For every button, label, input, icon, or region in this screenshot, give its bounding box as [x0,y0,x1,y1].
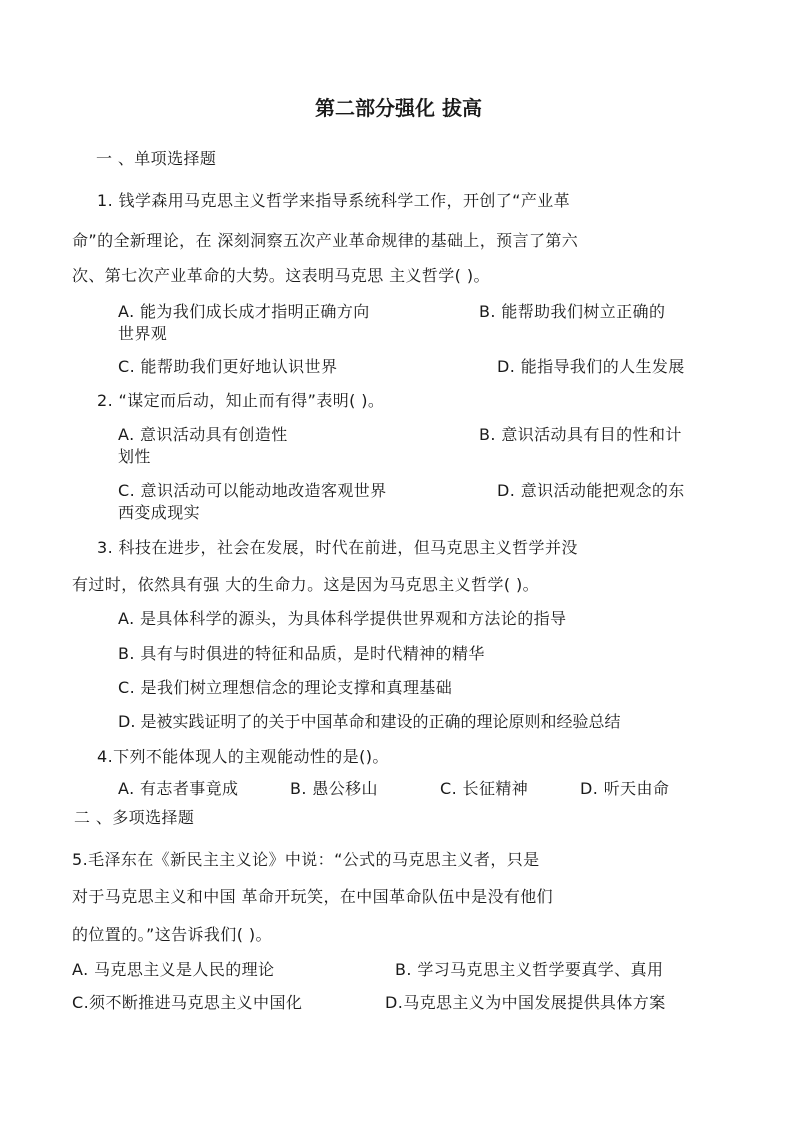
question-3-option-d: D. 是被实践证明了的关于中国革命和建设的正确的理论原则和经验总结 [118,712,621,731]
question-2-option-b: B. 意识活动具有目的性和计 [479,425,682,444]
question-1-option-b: B. 能帮助我们树立正确的 [479,302,666,321]
question-1-line-1: 1. 钱学森用马克思主义哲学来指导系统科学工作，开创了“产业革 [97,191,571,210]
question-1-option-b-continued: 世界观 [118,324,168,343]
question-4-option-b: B. 愚公移山 [290,779,378,798]
question-3-option-c: C. 是我们树立理想信念的理论支撑和真理基础 [118,678,453,697]
question-5-option-c: C.须不断推进马克思主义中国化 [72,993,303,1012]
question-1-line-3: 次、第七次产业革命的大势。这表明马克思 主义哲学( )。 [72,266,490,285]
question-4-option-c: C. 长征精神 [440,779,529,798]
question-3-option-b: B. 具有与时俱进的特征和品质，是时代精神的精华 [118,644,485,663]
question-4-option-a: A. 有志者事竟成 [118,779,239,798]
question-2-line-1: 2. “谋定而后动，知止而有得”表明( )。 [97,391,385,410]
question-3-line-2: 有过时，依然具有强 大的生命力。这是因为马克思主义哲学( )。 [72,575,540,594]
page-title: 第二部分强化 拔高 [315,96,482,120]
question-2-option-c: C. 意识活动可以能动地改造客观世界 [118,481,387,500]
question-1-line-2: 命”的全新理论，在 深刻洞察五次产业革命规律的基础上，预言了第六 [72,231,579,250]
question-4-line-1: 4.下列不能体现人的主观能动性的是()。 [97,747,389,766]
question-5-line-1: 5.毛泽东在《新民主主义论》中说：“公式的马克思主义者，只是 [72,850,540,869]
question-3-option-a: A. 是具体科学的源头，为具体科学提供世界观和方法论的指导 [118,609,567,628]
question-5-line-3: 的位置的。”这告诉我们( )。 [72,925,272,944]
question-2-option-a: A. 意识活动具有创造性 [118,425,288,444]
section-heading-single-choice: 一 、单项选择题 [96,149,217,168]
question-4-option-d: D. 听天由命 [580,779,670,798]
question-2-option-d-continued: 西变成现实 [118,503,201,522]
question-5-option-a: A. 马克思主义是人民的理论 [72,960,275,979]
question-1-option-d: D. 能指导我们的人生发展 [497,357,685,376]
question-2-option-d: D. 意识活动能把观念的东 [497,481,685,500]
question-5-line-2: 对于马克思主义和中国 革命开玩笑，在中国革命队伍中是没有他们 [72,887,554,906]
question-5-option-b: B. 学习马克思主义哲学要真学、真用 [395,960,664,979]
question-2-option-b-continued: 划性 [118,447,151,466]
section-heading-multiple-choice: 二 、多项选择题 [74,808,195,827]
question-3-line-1: 3. 科技在进步，社会在发展，时代在前进，但马克思主义哲学并没 [97,538,578,557]
question-1-option-c: C. 能帮助我们更好地认识世界 [118,357,338,376]
question-5-option-d: D.马克思主义为中国发展提供具体方案 [385,993,666,1012]
question-1-option-a: A. 能为我们成长成才指明正确方向 [118,302,370,321]
